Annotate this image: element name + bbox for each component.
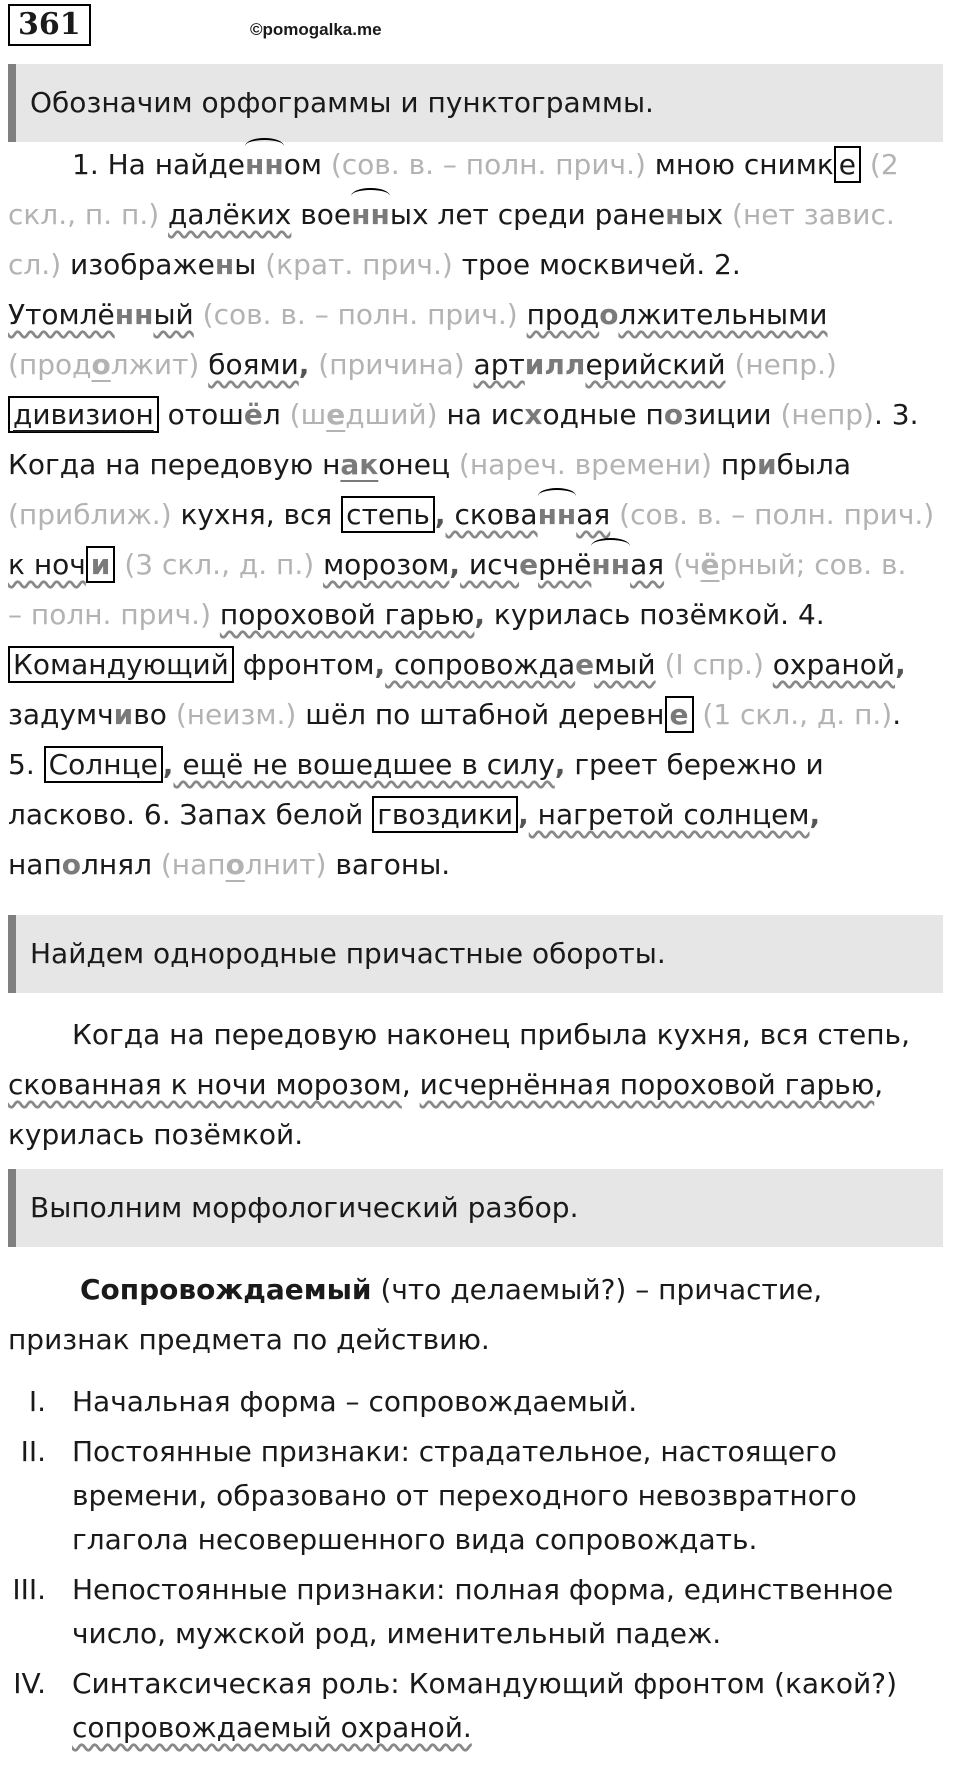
text-line-9: к ноч и (3 скл., д. п.) морозом, исчернённая (чёрный; сов. в. [8, 540, 948, 590]
text-line-1: 1. На найденном (сов. в. – полн. прич.) мною снимк е (2 [8, 140, 948, 190]
text-line-14: ласково. 6. Запах белой гвоздики , нагретой солнцем, [8, 798, 821, 831]
morph-line-1: Сопровождаемый (что делаемый?) – причастие, [80, 1273, 823, 1306]
text-line-11: Командующий фронтом, сопровождаемый (I спр.) охраной, [8, 640, 948, 690]
participle-text [8, 1010, 948, 1160]
morphology-list [0, 1380, 950, 1750]
text-line-6: дивизион отошёл (шедший) на исходные позиции (непр). 3. [8, 390, 948, 440]
morph-item-3: III. Непостоянные признаки: полная форма, единственное число, мужской род, именительный падеж. [12, 1573, 894, 1650]
morph-item-2: II. Постоянные признаки: страдательное, настоящего времени, образовано от переходного невозвратного глагола несовершенного вида сопровождать. [20, 1435, 857, 1556]
text-line-7: Когда на передовую наконец (нареч. времени) прибыла [8, 448, 851, 481]
section-heading-participles: Найдем однородные причастные обороты. [8, 915, 943, 993]
text-line-2: скл., п. п.) далёких военных лет среди раненых (нет завис. [8, 190, 948, 240]
exercise-number: 361 [8, 4, 91, 46]
section-heading-morphology: Выполним морфологический разбор. [8, 1169, 943, 1247]
text-line-10: – полн. прич.) пороховой гарью, курилась позёмкой. 4. [8, 598, 825, 631]
text-line-12: задумчиво (неизм.) шёл по штабной деревн е (1 скл., д. п.). [8, 698, 902, 731]
text-line-4: Утомлённый (сов. в. – полн. прич.) продолжительными [8, 298, 828, 331]
text2-line-3: курилась позёмкой. [8, 1118, 304, 1151]
text-line-5: (продолжит) боями, (причина) артиллерийский (непр.) [8, 348, 837, 381]
annotated-text [8, 140, 948, 890]
header [8, 4, 91, 48]
site-watermark: ©pomogalka.me [250, 20, 382, 39]
text-line-3: сл.) изображены (крат. прич.) трое москвичей. 2. [8, 248, 741, 281]
morph-line-2: признак предмета по действию. [8, 1323, 490, 1356]
section-heading-orthograms: Обозначим орфограммы и пунктограммы. [8, 64, 943, 142]
morph-word: Сопровождаемый [80, 1273, 372, 1306]
morph-item-1: I. Начальная форма – сопровождаемый. [28, 1385, 638, 1418]
text2-line-1: Когда на передовую наконец прибыла кухня, вся степь, [72, 1018, 910, 1051]
morph-item-4: IV. Синтаксическая роль: Командующий фронтом (какой?) сопровождаемый охраной. [13, 1667, 898, 1744]
text-line-8: (приближ.) кухня, вся степь , скованная (сов. в. – полн. прич.) [8, 490, 948, 540]
text2-line-2: скованная к ночи морозом, исчернённая пороховой гарью, [8, 1068, 884, 1101]
text-line-15: наполнял (наполнит) вагоны. [8, 848, 451, 881]
text-line-13: 5. Солнце , ещё не вошедшее в силу, греет бережно и [8, 748, 824, 781]
morphology-intro [8, 1265, 948, 1365]
